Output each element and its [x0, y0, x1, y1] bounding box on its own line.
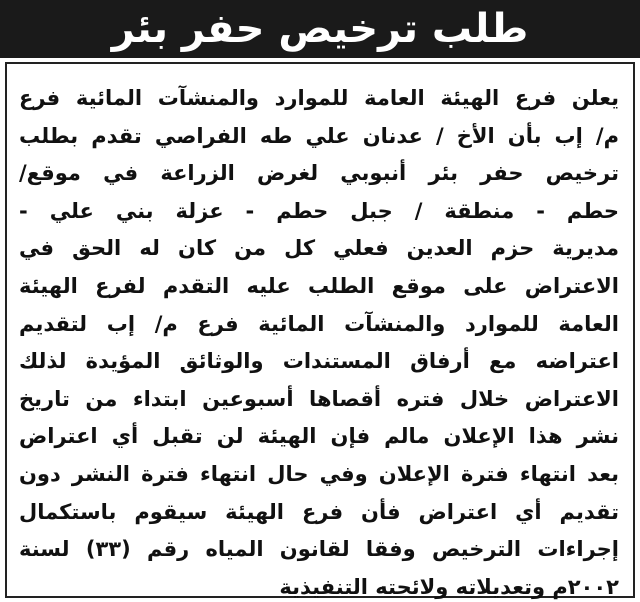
- body-line-13: إجراءات الترخيص وفقا لقانون المياه رقم (٣٣) لسنة: [19, 537, 619, 562]
- body-line-2: م/ إب بأن الأخ / عدنان علي طه الفراصي تقدم بطلب: [19, 123, 619, 148]
- body-line-11: بعد انتهاء فترة الإعلان وفي حال انتهاء فترة النشر دون: [19, 461, 619, 486]
- title-banner: [0, 0, 640, 58]
- body-line-8: اعتراضه مع أرفاق المستندات والوثائق المؤيدة لذلك: [19, 349, 619, 374]
- body-line-1: يعلن فرع الهيئة العامة للموارد والمنشآت المائية فرع: [19, 86, 619, 110]
- notice-body: [19, 80, 619, 602]
- body-line-12: تقديم أي اعتراض فأن فرع الهيئة سيقوم باستكمال: [19, 499, 619, 524]
- body-line-10: نشر هذا الإعلان مالم فإن الهيئة لن تقبل أي اعتراض: [19, 424, 619, 449]
- body-line-9: الاعتراض خلال فتره أقصاها أسبوعين ابتداء من تاريخ: [19, 386, 619, 411]
- notice-body-frame: [5, 62, 635, 598]
- body-line-6: الاعتراض على موقع الطلب عليه التقدم لفرع الهيئة: [19, 273, 619, 298]
- body-line-7: العامة للموارد والمنشآت المائية فرع م/ إب لتقديم: [19, 311, 619, 336]
- body-line-5: مديرية حزم العدين فعلي كل من كان له الحق في: [19, 236, 619, 261]
- body-line-3: ترخيص حفر بئر أنبوبي لغرض الزراعة في موقع/: [19, 161, 619, 186]
- notice-title: طلب ترخيص حفر بئر: [111, 6, 529, 52]
- body-line-4: حطم - منطقة / جبل حطم - عزلة بني علي -: [19, 198, 619, 223]
- body-line-14: ٢٠٠٢م وتعديلاته ولائحته التنفيذية: [279, 574, 619, 599]
